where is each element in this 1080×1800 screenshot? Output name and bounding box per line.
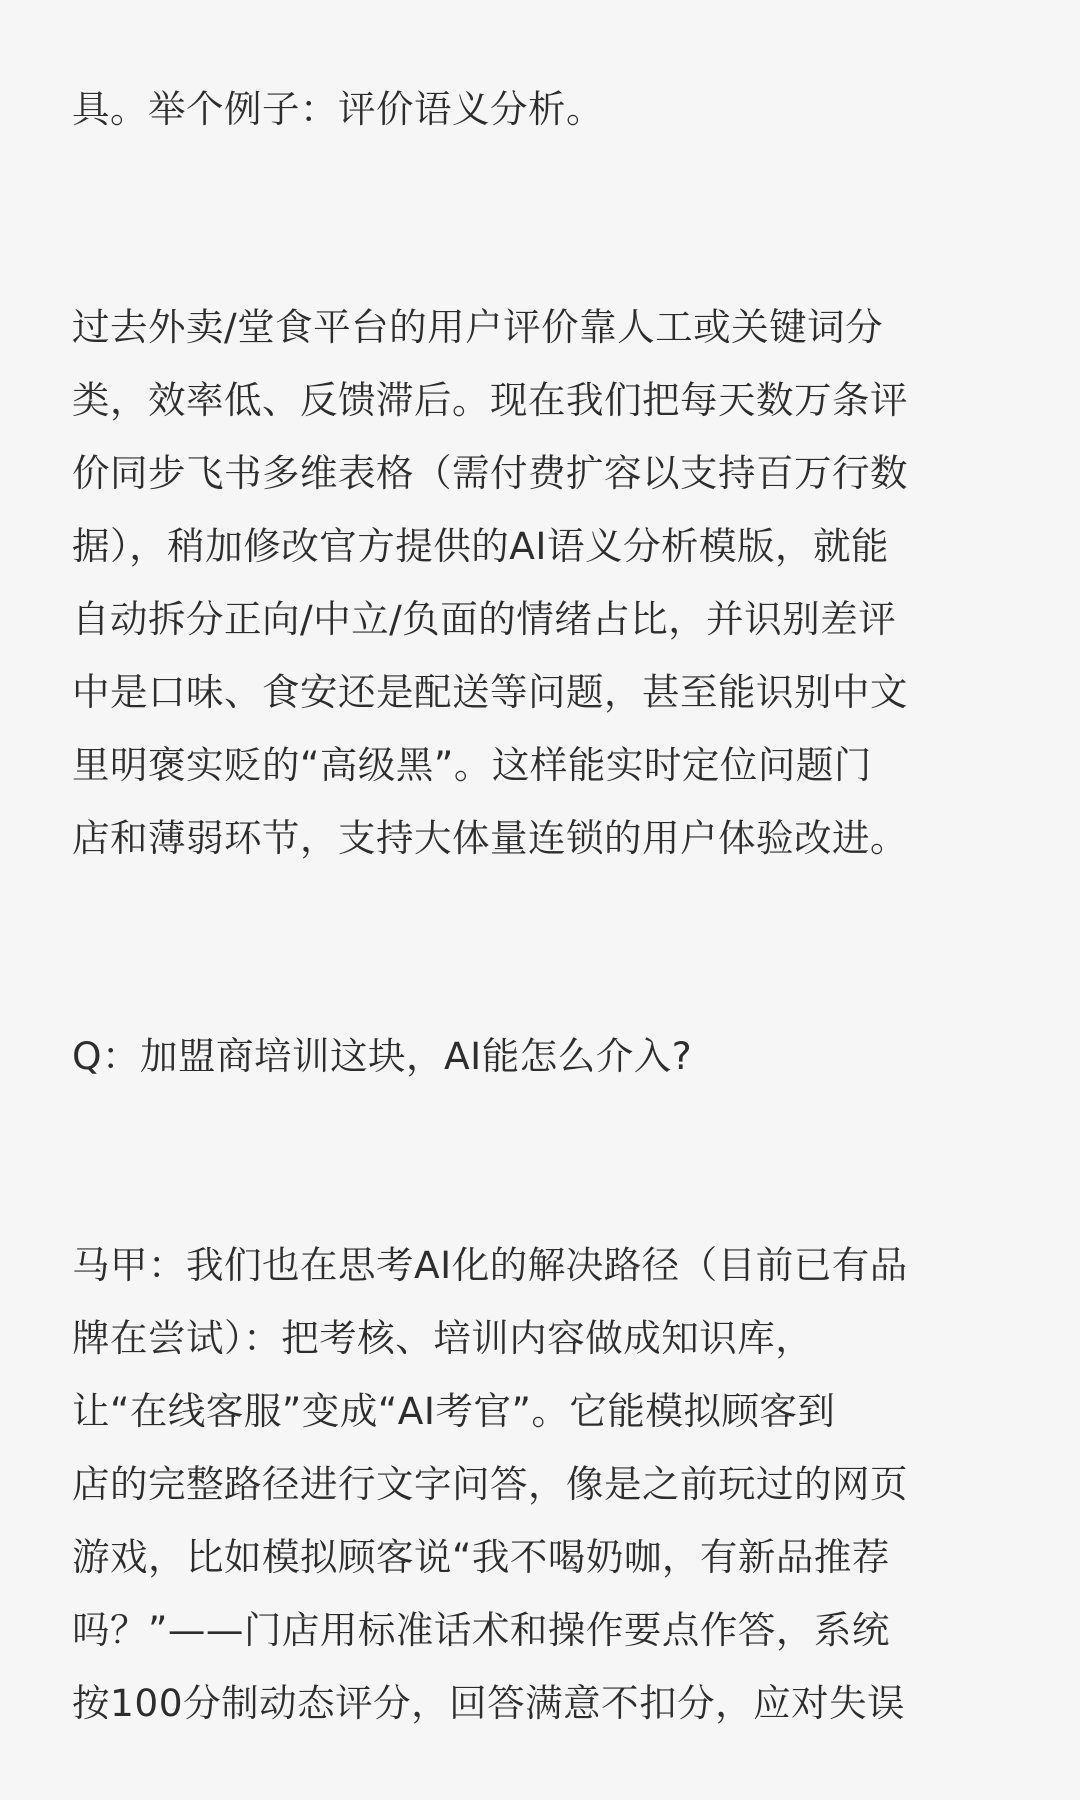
- text-line: 店的完整路径进行文字问答，像是之前玩过的网页: [72, 1462, 908, 1506]
- paragraph-gap: [72, 1093, 1012, 1229]
- paragraph-review-analysis: [72, 291, 1012, 875]
- paragraph-gap: [72, 146, 1012, 291]
- text-line: 自动拆分正向/中立/负面的情绪占比，并识别差评: [72, 597, 897, 641]
- text-line: 马甲：我们也在思考AI化的解决路径（目前已有品: [72, 1243, 908, 1287]
- text-line: 让“在线客服”变成“AI考官”。它能模拟顾客到: [72, 1389, 836, 1433]
- text-line: 店和薄弱环节，支持大体量连锁的用户体验改进。: [72, 816, 908, 860]
- text-line: 类，效率低、反馈滞后。现在我们把每天数万条评: [72, 378, 908, 422]
- text-line: 据），稍加修改官方提供的AI语义分析模版，就能: [72, 524, 889, 568]
- paragraph-gap: [72, 875, 1012, 1020]
- paragraph-question: [72, 1020, 1012, 1093]
- text-line: 牌在尝试）：把考核、培训内容做成知识库，: [72, 1316, 814, 1360]
- paragraph-example-intro: [72, 0, 1012, 146]
- text-line: 中是口味、食安还是配送等问题，甚至能识别中文: [72, 670, 908, 714]
- text-line: 按100分制动态评分，回答满意不扣分，应对失误: [72, 1681, 906, 1725]
- text-line: 过去外卖/堂食平台的用户评价靠人工或关键词分: [72, 305, 884, 349]
- paragraph-answer: [72, 1229, 1012, 1740]
- text-line: 价同步飞书多维表格（需付费扩容以支持百万行数: [72, 451, 908, 495]
- text-line: 游戏，比如模拟顾客说“我不喝奶咖，有新品推荐: [72, 1535, 890, 1579]
- text-line: 吗？”——门店用标准话术和操作要点作答，系统: [72, 1608, 890, 1652]
- article-body: [72, 0, 1012, 1740]
- text-line: 里明褒实贬的“高级黑”。这样能实时定位问题门: [72, 743, 872, 787]
- text-line: Q：加盟商培训这块，AI能怎么介入?: [72, 1034, 693, 1078]
- text-line: 具。举个例子：评价语义分析。: [72, 87, 604, 131]
